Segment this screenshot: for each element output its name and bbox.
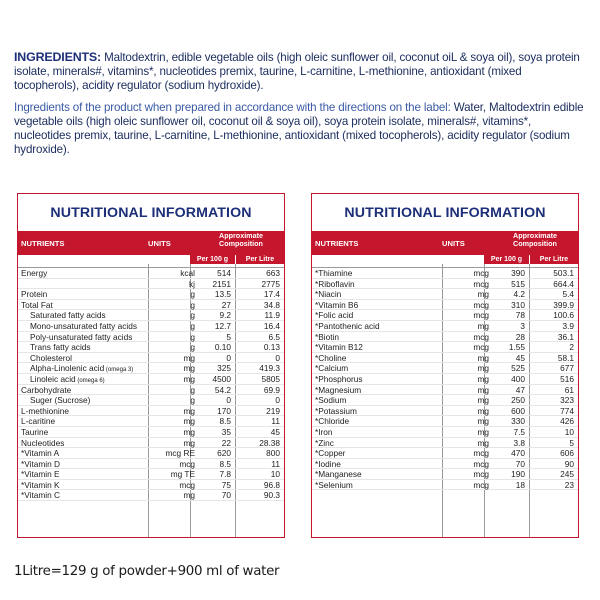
nutrient-name: *Iron xyxy=(315,426,333,437)
nutrient-name: *Pantothenic acid xyxy=(315,320,380,331)
table-subheader xyxy=(312,255,578,264)
nutrition-panel-left xyxy=(17,193,285,538)
header-nutrients: NUTRIENTS xyxy=(21,239,65,248)
nutrient-unit: mcg xyxy=(473,268,489,278)
nutrient-unit: mg xyxy=(477,373,489,384)
value-per-litre: 16.4 xyxy=(263,320,280,331)
value-per-litre: 0 xyxy=(275,395,280,406)
value-per-100g: 18 xyxy=(515,479,525,490)
nutrient-unit: mcg xyxy=(473,310,489,321)
nutrient-unit: kcal xyxy=(180,268,195,278)
table-row xyxy=(18,406,284,417)
nutrient-name: *Vitamin B12 xyxy=(315,342,363,353)
value-per-100g: 47 xyxy=(515,384,525,395)
value-per-100g: 0 xyxy=(226,352,231,363)
table-row xyxy=(18,385,284,396)
value-per-100g: 3.8 xyxy=(513,437,525,448)
table-row xyxy=(312,469,578,480)
header-per-100g: Per 100 g xyxy=(484,255,529,264)
ingredients-paragraph xyxy=(14,50,589,93)
nutrient-unit: mg xyxy=(183,405,195,416)
nutrient-name: Energy xyxy=(21,268,48,278)
nutrient-name: Saturated fatty acids xyxy=(30,310,106,321)
nutrient-name: *Vitamin D xyxy=(21,458,61,469)
table-row xyxy=(312,406,578,417)
nutrient-unit: mcg xyxy=(473,458,489,469)
value-per-100g: 35 xyxy=(221,426,231,437)
nutrient-unit: mg xyxy=(183,490,195,501)
nutrient-name: Suger (Sucrose) xyxy=(30,395,91,406)
nutrient-name: Mono-unsaturated fatty acids xyxy=(30,320,137,331)
nutrient-name: Taurine xyxy=(21,426,49,437)
value-per-100g: 5 xyxy=(226,331,231,342)
header-units: UNITS xyxy=(148,239,171,248)
value-per-100g: 600 xyxy=(511,405,525,416)
panel-title: NUTRITIONAL INFORMATION xyxy=(50,205,252,221)
value-per-litre: 10 xyxy=(564,426,574,437)
header-per-litre: Per Litre xyxy=(530,255,578,264)
table-row xyxy=(18,448,284,459)
value-per-litre: 17.4 xyxy=(263,289,280,300)
table-header xyxy=(312,231,578,255)
table-row xyxy=(18,427,284,438)
value-per-100g: 7.5 xyxy=(513,426,525,437)
nutrient-unit: g xyxy=(190,384,195,395)
value-per-litre: 28.38 xyxy=(259,437,280,448)
nutrient-name: *Biotin xyxy=(315,331,339,342)
nutrient-name: *Vitamin K xyxy=(21,479,60,490)
header-approx: Approximate Composition xyxy=(513,231,557,248)
value-per-100g: 0.10 xyxy=(214,342,231,353)
table-row xyxy=(312,385,578,396)
value-per-litre: 90.3 xyxy=(263,490,280,501)
value-per-litre: 100.6 xyxy=(553,310,574,321)
table-row xyxy=(18,289,284,300)
value-per-100g: 514 xyxy=(217,268,231,278)
nutrient-unit: mg xyxy=(183,437,195,448)
value-per-litre: 5 xyxy=(569,437,574,448)
nutrient-unit: mcg RE xyxy=(165,448,195,459)
ingredients-text: Maltodextrin, edible vegetable oils (high oleic sunflower oil, coconut oiL & soya oil), soya protein isolate, minerals#, vitamins*, nucleotides premix, taurine, L-carnitine, L-methionine, antioxidant (mixed tocopherols), acidity regulator (sodium hydroxide). xyxy=(14,51,580,92)
table-row xyxy=(312,480,578,491)
nutrient-name: *Phosphorus xyxy=(315,373,363,384)
nutrient-name: L-methionine xyxy=(21,405,69,416)
nutrient-unit: g xyxy=(190,331,195,342)
nutrient-unit: mcg xyxy=(179,479,195,490)
value-per-100g: 2151 xyxy=(212,278,231,289)
header-per-litre: Per Litre xyxy=(236,255,284,264)
nutrient-unit: mg xyxy=(477,405,489,416)
value-per-litre: 23 xyxy=(564,479,574,490)
nutrient-name: *Niacin xyxy=(315,289,342,300)
nutrient-unit: mcg xyxy=(473,278,489,289)
value-per-100g: 70 xyxy=(221,490,231,501)
table-row xyxy=(312,353,578,364)
table-row xyxy=(18,363,284,374)
nutrient-name: *Copper xyxy=(315,448,346,459)
value-per-litre: 677 xyxy=(560,363,574,374)
value-per-100g: 525 xyxy=(511,363,525,374)
value-per-100g: 4500 xyxy=(212,373,231,384)
nutrient-unit: mg xyxy=(477,289,489,300)
nutrient-name: Nucleotides xyxy=(21,437,65,448)
value-per-litre: 6.5 xyxy=(268,331,280,342)
nutrient-unit: g xyxy=(190,310,195,321)
table-row xyxy=(312,279,578,290)
nutrient-name: *Iodine xyxy=(315,458,341,469)
nutrient-name: *Riboflavin xyxy=(315,278,355,289)
value-per-100g: 330 xyxy=(511,416,525,427)
table-row xyxy=(312,427,578,438)
table-row xyxy=(18,342,284,353)
nutrient-unit: mg xyxy=(477,416,489,427)
table-row xyxy=(312,416,578,427)
value-per-litre: 3.9 xyxy=(562,320,574,331)
value-per-100g: 325 xyxy=(217,363,231,374)
value-per-100g: 390 xyxy=(511,268,525,278)
value-per-litre: 0 xyxy=(275,352,280,363)
table-row xyxy=(312,310,578,321)
nutrient-unit: mg xyxy=(477,437,489,448)
table-row xyxy=(312,268,578,279)
table-row xyxy=(18,459,284,470)
table-row xyxy=(18,300,284,311)
nutrient-unit: mg xyxy=(183,416,195,427)
nutrient-name: *Vitamin A xyxy=(21,448,60,459)
nutrient-unit: mg xyxy=(183,373,195,384)
value-per-100g: 78 xyxy=(515,310,525,321)
nutrient-unit: g xyxy=(190,320,195,331)
nutrient-unit: mg xyxy=(183,426,195,437)
nutrient-unit: mcg xyxy=(473,331,489,342)
header-per-100g: Per 100 g xyxy=(190,255,235,264)
nutrient-name: Protein xyxy=(21,289,48,300)
nutrient-name: Cholesterol xyxy=(30,352,72,363)
table-row xyxy=(312,363,578,374)
nutrient-name: *Magnesium xyxy=(315,384,362,395)
table-row xyxy=(18,332,284,343)
value-per-100g: 8.5 xyxy=(219,416,231,427)
nutrient-unit: mcg xyxy=(473,448,489,459)
nutrient-name: *Folic acid xyxy=(315,310,354,321)
ingredients-label: INGREDIENTS: xyxy=(14,50,102,64)
value-per-litre: 606 xyxy=(560,448,574,459)
value-per-litre: 774 xyxy=(560,405,574,416)
nutrient-name: *Zinc xyxy=(315,437,334,448)
nutrient-name: *Calcium xyxy=(315,363,349,374)
value-per-litre: 219 xyxy=(266,405,280,416)
nutrient-unit: mcg xyxy=(179,458,195,469)
value-per-litre: 2775 xyxy=(261,278,280,289)
nutrient-unit: mg xyxy=(183,363,195,374)
table-body-right xyxy=(312,264,578,537)
nutrient-unit: mg xyxy=(477,363,489,374)
value-per-litre: 664.4 xyxy=(553,278,574,289)
table-row xyxy=(312,289,578,300)
table-row xyxy=(312,321,578,332)
nutrient-name: *Selenium xyxy=(315,479,353,490)
table-row xyxy=(18,469,284,480)
table-row xyxy=(18,374,284,385)
value-per-100g: 515 xyxy=(511,278,525,289)
value-per-litre: 0.13 xyxy=(263,342,280,353)
table-row xyxy=(312,300,578,311)
nutrient-unit: mg xyxy=(477,352,489,363)
value-per-100g: 75 xyxy=(221,479,231,490)
value-per-litre: 69.9 xyxy=(263,384,280,395)
nutrient-unit: mcg xyxy=(473,469,489,480)
table-row xyxy=(312,395,578,406)
value-per-litre: 503.1 xyxy=(553,268,574,278)
nutrient-unit: kj xyxy=(189,278,195,289)
table-row xyxy=(18,321,284,332)
table-row xyxy=(312,448,578,459)
nutrient-name: Carbohydrate xyxy=(21,384,72,395)
nutrient-name: *Potassium xyxy=(315,405,357,416)
preparation-note: 1Litre=129 g of powder+900 ml of water xyxy=(14,564,280,579)
value-per-litre: 10 xyxy=(270,469,280,480)
value-per-litre: 36.1 xyxy=(557,331,574,342)
nutrient-note: (omega 6) xyxy=(75,377,105,384)
value-per-litre: 663 xyxy=(266,268,280,278)
nutrient-unit: mg xyxy=(477,395,489,406)
value-per-litre: 11.9 xyxy=(264,310,280,321)
table-row xyxy=(18,279,284,290)
nutrient-unit: mg xyxy=(477,384,489,395)
nutrient-name: *Choline xyxy=(315,352,347,363)
prepared-ingredients-paragraph xyxy=(14,101,589,157)
nutrient-unit: g xyxy=(190,299,195,310)
table-row xyxy=(18,416,284,427)
value-per-litre: 90 xyxy=(564,458,574,469)
table-row xyxy=(312,459,578,470)
table-subheader xyxy=(18,255,284,264)
nutrient-unit: mcg xyxy=(473,479,489,490)
value-per-100g: 170 xyxy=(217,405,231,416)
value-per-litre: 58.1 xyxy=(557,352,574,363)
prepared-ingredients-label: Ingredients of the product when prepared in accordance with the directions on the label: xyxy=(14,101,451,114)
table-row xyxy=(18,268,284,279)
table-row xyxy=(312,342,578,353)
value-per-100g: 470 xyxy=(511,448,525,459)
nutrient-name: Poly-unsaturated fatty acids xyxy=(30,331,133,342)
value-per-litre: 419.3 xyxy=(259,363,280,374)
nutrient-name: *Chloride xyxy=(315,416,350,427)
nutrient-name: *Vitamin B6 xyxy=(315,299,359,310)
value-per-litre: 800 xyxy=(266,448,280,459)
nutrient-unit: mg TE xyxy=(170,469,195,480)
nutrient-note: (omega 3) xyxy=(104,367,134,374)
value-per-litre: 5805 xyxy=(261,373,280,384)
value-per-100g: 1.55 xyxy=(508,342,525,353)
nutrient-unit: mcg xyxy=(473,299,489,310)
header-units: UNITS xyxy=(442,239,465,248)
nutrient-name: Total Fat xyxy=(21,299,53,310)
value-per-100g: 8.5 xyxy=(219,458,231,469)
value-per-100g: 28 xyxy=(515,331,525,342)
nutrient-name: *Vitamin E xyxy=(21,469,60,480)
value-per-100g: 9.2 xyxy=(219,310,231,321)
table-row xyxy=(18,310,284,321)
nutrition-panel-right xyxy=(311,193,579,538)
value-per-litre: 516 xyxy=(560,373,574,384)
header-nutrients: NUTRIENTS xyxy=(315,239,359,248)
value-per-100g: 400 xyxy=(511,373,525,384)
nutrient-unit: g xyxy=(190,342,195,353)
nutrient-name: L-caritine xyxy=(21,416,56,427)
nutrient-unit: mg xyxy=(183,352,195,363)
value-per-litre: 96.8 xyxy=(263,479,280,490)
value-per-100g: 45 xyxy=(515,352,525,363)
value-per-litre: 34.8 xyxy=(263,299,280,310)
nutrient-name: *Vitamin C xyxy=(21,490,61,501)
table-row xyxy=(18,353,284,364)
table-body-left xyxy=(18,264,284,537)
value-per-100g: 4.2 xyxy=(513,289,525,300)
nutrient-name: Alpha-Linolenic acid (omega 3) xyxy=(30,363,134,374)
value-per-litre: 399.9 xyxy=(553,299,574,310)
value-per-litre: 11 xyxy=(271,458,280,469)
value-per-100g: 13.5 xyxy=(214,289,231,300)
table-row xyxy=(18,438,284,449)
table-row xyxy=(312,438,578,449)
nutrient-name: Linoleic acid (omega 6) xyxy=(30,373,105,384)
value-per-litre: 426 xyxy=(560,416,574,427)
value-per-100g: 70 xyxy=(515,458,525,469)
value-per-litre: 2 xyxy=(569,342,574,353)
nutrient-name: *Thiamine xyxy=(315,268,353,278)
value-per-litre: 45 xyxy=(270,426,280,437)
nutrient-name: *Manganese xyxy=(315,469,362,480)
nutrient-name: *Sodium xyxy=(315,395,347,406)
value-per-100g: 22 xyxy=(221,437,231,448)
table-row xyxy=(312,332,578,343)
value-per-100g: 27 xyxy=(221,299,231,310)
table-row xyxy=(18,490,284,501)
header-approx: Approximate Composition xyxy=(219,231,263,248)
nutrient-name: Trans fatty acids xyxy=(30,342,91,353)
value-per-litre: 11 xyxy=(271,416,280,427)
value-per-litre: 323 xyxy=(560,395,574,406)
nutrient-unit: g xyxy=(190,395,195,406)
value-per-100g: 250 xyxy=(511,395,525,406)
value-per-100g: 3 xyxy=(520,320,525,331)
value-per-litre: 5.4 xyxy=(562,289,574,300)
value-per-litre: 61 xyxy=(564,384,574,395)
panel-title: NUTRITIONAL INFORMATION xyxy=(344,205,546,221)
value-per-100g: 190 xyxy=(511,469,525,480)
value-per-100g: 7.8 xyxy=(219,469,231,480)
table-row xyxy=(312,374,578,385)
nutrient-unit: mg xyxy=(477,320,489,331)
value-per-100g: 54.2 xyxy=(214,384,231,395)
value-per-100g: 310 xyxy=(511,299,525,310)
table-header xyxy=(18,231,284,255)
value-per-100g: 0 xyxy=(226,395,231,406)
table-row xyxy=(18,395,284,406)
prepared-ingredients-text: Water, Maltodextrin edible vegetable oils (high oleic sunflower oil, coconut oil & soya oil), soya protein isolate, minerals#, vitamins*, nucleotides premix, taurine, L-carnitine, L-methionine, antioxidant (mixed tocopherols), acidity regulator (sodium hydroxide). xyxy=(14,101,584,156)
nutrient-unit: g xyxy=(190,289,195,300)
value-per-100g: 12.7 xyxy=(214,320,231,331)
value-per-litre: 245 xyxy=(560,469,574,480)
table-row xyxy=(18,480,284,491)
nutrient-unit: mcg xyxy=(473,342,489,353)
value-per-100g: 620 xyxy=(217,448,231,459)
nutrient-unit: mg xyxy=(477,426,489,437)
